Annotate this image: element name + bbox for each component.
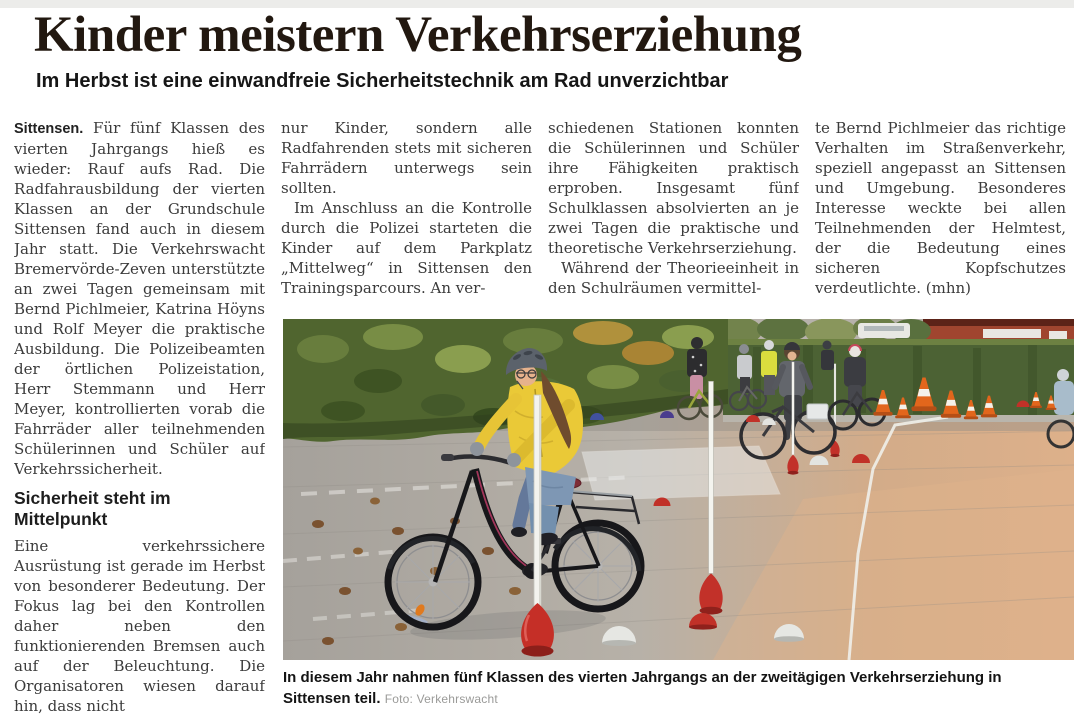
photo-caption xyxy=(283,667,1071,710)
article-column-3 xyxy=(548,118,799,314)
headline: Kinder meistern Verkehrserziehung xyxy=(34,7,802,63)
glove xyxy=(470,442,484,456)
paragraph: schiedenen Stationen konnten die Schülerinnen und Schüler ihre Fähigkeiten praktisch erproben. Insgesamt fünf Schulklassen absolvierten an je zwei Tagen die praktische und theoretische Verkehrserziehung. xyxy=(548,119,799,257)
paragraph: nur Kinder, sondern alle Radfahrenden stets mit sicheren Fahrrädern unterwegs sein sollten. xyxy=(281,119,532,197)
dateline-lead: Sittensen. xyxy=(14,121,84,137)
article-column-4 xyxy=(815,118,1066,314)
photo-scene xyxy=(283,319,1074,660)
paragraph: te Bernd Pichlmeier das richtige Verhalten im Straßenverkehr, speziell angepasst an Sittensen und Umgebung. Besonderes Interesse weckte bei allen Teilnehmenden der Helmtest, der die Bedeutung eines sicheren Kopfschutzes verdeutlichte. (mhn) xyxy=(815,119,1066,297)
section-heading: Sicherheit steht im Mittelpunkt xyxy=(14,488,171,529)
caption-credit: Foto: Verkehrswacht xyxy=(384,692,498,706)
glove xyxy=(507,453,521,467)
subheadline: Im Herbst ist eine einwandfreie Sicherheitstechnik am Rad unverzichtbar xyxy=(36,70,729,92)
article-column-2 xyxy=(281,118,532,314)
article-photo xyxy=(283,319,1074,660)
paragraph-text: Für fünf Klassen des vierten Jahrgangs hieß es wieder: Rauf aufs Rad. Die Radfahrausbildung der vierten Klassen an der Grundschule Sittensen fand auch in diesem Jahr statt. Die Verkehrswacht Bremervörde-Zeven unterstützte an zwei Tagen gemeinsam mit Bernd Pichlmeier, Katrina Höyns und Rolf Meyer die praktische Ausbildung. Die Polizeibeamten der örtlichen Polizeistation, Herr Stemmann und Herr Meyer, kontrollierten vorab die Fahrräder aller teilnehmenden Schülerinnen und Schüler auf Verkehrssicherheit. xyxy=(14,119,265,478)
paragraph xyxy=(14,118,265,479)
paragraph: Eine verkehrssichere Ausrüstung ist gerade im Herbst von besonderer Bedeutung. Der Fokus lag bei den Kontrollen daher neben den funktionierenden Bremsen auch auf der Beleuchtung. Die Organisatoren wiesen darauf hin, dass nicht xyxy=(14,537,265,715)
article-column-1 xyxy=(14,118,265,716)
caption-text: In diesem Jahr nahmen fünf Klassen des vierten Jahrgangs an der zweitägigen Verkehrserziehung in Sittensen teil. xyxy=(283,669,1002,707)
paragraph: Während der Theorieeinheit in den Schulräumen vermittel- xyxy=(548,259,799,297)
bike-crate xyxy=(807,404,828,419)
paragraph: Im Anschluss an die Kontrolle durch die Polizei starteten die Kinder auf dem Parkplatz „Mittelweg“ in Sittensen den Trainingsparcours. An ver- xyxy=(281,199,532,297)
